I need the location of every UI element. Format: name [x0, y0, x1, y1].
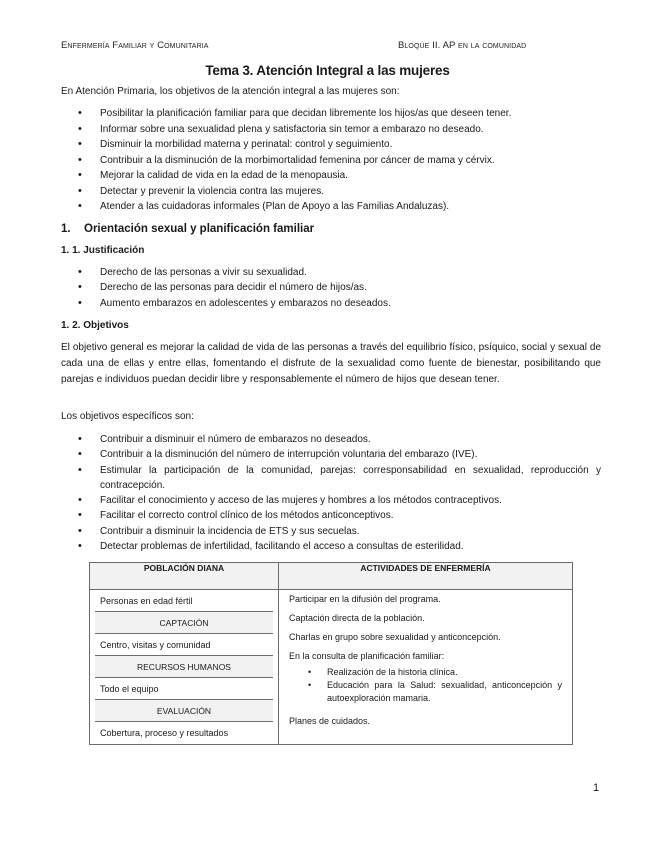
activities-list [284, 590, 567, 740]
table-left-column [90, 590, 279, 745]
list-item: • Aumento embarazos en adolescentes y embarazos no deseados. [61, 296, 601, 311]
intro-paragraph: En Atención Primaria, los objetivos de la atención integral a las mujeres son: [61, 86, 400, 97]
section-title: Orientación sexual y planificación familiar [84, 223, 315, 235]
page-title: Tema 3. Atención Integral a las mujeres [205, 63, 450, 78]
running-header-left: Enfermería Familiar y Comunitaria [61, 40, 209, 51]
table-cell: Cobertura, proceso y resultados [100, 728, 229, 738]
list-item: • Derecho de las personas para decidir el número de hijos/as. [61, 280, 601, 295]
running-header-right: Bloque II. AP en la comunidad [398, 40, 527, 51]
list-item: • Facilitar el correcto control clínico de los métodos anticonceptivos. [61, 508, 601, 523]
table-cell-heading: EVALUACIÓN [95, 700, 273, 722]
nursing-activities-table [89, 562, 573, 745]
list-item: • Atender a las cuidadoras informales (Plan de Apoyo a las Familias Andaluzas). [61, 199, 601, 215]
activity-line: Planes de cuidados. [289, 716, 371, 726]
specific-objectives-list [61, 432, 601, 554]
list-item: • Mejorar la calidad de vida en la edad de la menopausia. [61, 168, 601, 184]
subsection-heading-objetivos: 1. 2. Objetivos [61, 320, 129, 331]
list-item: • Estimular la participación de la comunidad, parejas: corresponsabilidad en sexualidad, reproducción y contracepción. [61, 463, 601, 494]
activity-line: Charlas en grupo sobre sexualidad y anticoncepción. [289, 632, 501, 642]
list-item: • Contribuir a la disminución del número de interrupción voluntaria del embarazo (IVE). [61, 447, 601, 462]
section-number: 1. [61, 223, 71, 235]
activity-line: En la consulta de planificación familiar: [289, 651, 445, 661]
list-item: • Contribuir a la disminución de la morbimortalidad femenina por cáncer de mama y cérvix. [61, 153, 601, 169]
list-item: • Detectar problemas de infertilidad, facilitando el acceso a consultas de esterilidad. [61, 539, 601, 554]
list-item: • Contribuir a disminuir el número de embarazos no deseados. [61, 432, 601, 447]
table-cell-heading: RECURSOS HUMANOS [95, 656, 273, 678]
page-number: 1 [593, 782, 600, 794]
table-right-column [279, 590, 573, 745]
list-item: • Posibilitar la planificación familiar para que decidan libremente los hijos/as que deseen tener. [61, 106, 601, 122]
list-item: • Educación para la Salud: sexualidad, anticoncepción y autoexploración mamaria. [289, 679, 562, 705]
table-cell: Centro, visitas y comunidad [95, 634, 273, 656]
justification-list [61, 265, 601, 311]
objectives-list [61, 106, 601, 215]
list-item: • Facilitar el conocimiento y acceso de las mujeres y hombres a los métodos contraceptivos. [61, 493, 601, 508]
activity-line: Participar en la difusión del programa. [289, 594, 441, 604]
table-cell-heading: CAPTACIÓN [95, 612, 273, 634]
list-item: • Disminuir la morbilidad materna y perinatal: control y seguimiento. [61, 137, 601, 153]
general-objective-paragraph: El objetivo general es mejorar la calidad de vida de las personas a través del equilibrio físico, psíquico, social y sexual de cada una de ellas y entre ellas, fomentando el disfrute de la sexualidad como fuente de bienestar, posibilitando que parejas e individuos puedan decidir libre y responsablemente el número de hijos que desean tener. [61, 342, 601, 385]
list-item: • Realización de la historia clínica. [289, 666, 562, 679]
list-item: • Detectar y prevenir la violencia contra las mujeres. [61, 184, 601, 200]
table-header-nursing-activities: ACTIVIDADES DE ENFERMERÍA [279, 563, 573, 590]
section-heading [61, 223, 314, 235]
list-item: • Informar sobre una sexualidad plena y satisfactoria sin temor a embarazo no deseado. [61, 122, 601, 138]
table-cell: Personas en edad fértil [95, 590, 273, 612]
activity-line: Captación directa de la población. [289, 613, 425, 623]
list-item: • Derecho de las personas a vivir su sexualidad. [61, 265, 601, 280]
table-cell: Todo el equipo [95, 678, 273, 700]
list-item: • Contribuir a disminuir la incidencia de ETS y sus secuelas. [61, 524, 601, 539]
subsection-heading-justificacion: 1. 1. Justificación [61, 245, 145, 256]
specific-objectives-intro: Los objetivos específicos son: [61, 411, 194, 422]
table-header-target-population: POBLACIÓN DIANA [90, 563, 279, 590]
consultation-activities-list [289, 666, 562, 705]
